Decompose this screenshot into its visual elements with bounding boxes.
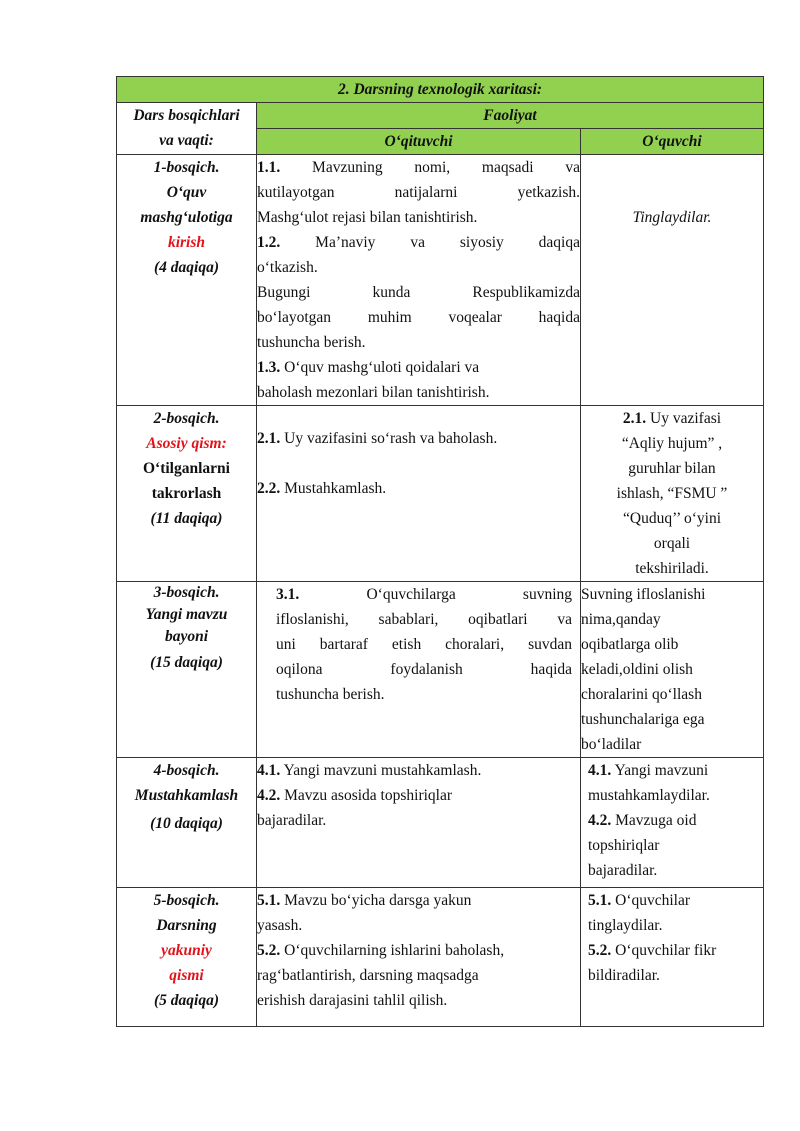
student-cell: 5.1. O‘quvchilar tinglaydilar. 5.2. O‘quvchilar fikr bildiradilar. xyxy=(581,888,764,1027)
student-cell: 2.1. Uy vazifasi “Aqliy hujum” , guruhlar bilan ishlash, “FSMU ” “Quduq’’ o‘yini orqali tekshiriladi. xyxy=(581,406,764,582)
student-cell: Suvning ifloslanishi nima,qanday oqibatlarga olib keladi,oldini olish choralarini qo‘llash tushunchalariga ega bo‘ladilar xyxy=(581,582,764,758)
table-row xyxy=(117,155,764,406)
technology-map-table xyxy=(116,76,764,1027)
stage-cell: 1-bosqich. O‘quv mashg‘ulotiga kirish (4 daqiqa) xyxy=(117,155,257,406)
header-stages: Dars bosqichlari va vaqti: xyxy=(117,103,257,155)
teacher-cell: 2.1. Uy vazifasini so‘rash va baholash. 2.2. Mustahkamlash. xyxy=(257,406,581,582)
header-teacher: O‘qituvchi xyxy=(257,129,581,155)
stage-cell: 5-bosqich. Darsning yakuniy qismi (5 daqiqa) xyxy=(117,888,257,1027)
student-cell: 4.1. Yangi mavzuni mustahkamlaydilar. 4.2. Mavzuga oid topshiriqlar bajaradilar. xyxy=(581,758,764,888)
student-cell: Tinglaydilar. xyxy=(581,155,764,406)
stage-cell: 4-bosqich. Mustahkamlash (10 daqiqa) xyxy=(117,758,257,888)
table-row xyxy=(117,758,764,888)
header-student: O‘quvchi xyxy=(581,129,764,155)
table-title: 2. Darsning texnologik xaritasi: xyxy=(117,77,764,103)
teacher-cell: 4.1. Yangi mavzuni mustahkamlash. 4.2. Mavzu asosida topshiriqlar bajaradilar. xyxy=(257,758,581,888)
stage-cell: 3-bosqich. Yangi mavzu bayoni (15 daqiqa) xyxy=(117,582,257,758)
teacher-cell: 1.1. Mavzuning nomi, maqsadi va kutilayotgan natijalarni yetkazish. Mashg‘ulot rejasi bilan tanishtirish. 1.2. Ma’naviy va siyosiy daqiqa o‘tkazish. Bugungi kunda Respublikamizda bo‘layotgan muhim voqealar haqida tushuncha berish. 1.3. O‘quv mashg‘uloti qoidalari va baholash mezonlari bilan tanishtirish. xyxy=(257,155,581,406)
teacher-cell: 3.1. O‘quvchilarga suvning ifloslanishi, sabablari, oqibatlari va uni bartaraf etish choralari, suvdan oqilona foydalanish haqida tushuncha berish. xyxy=(257,582,581,758)
header-activity: Faoliyat xyxy=(257,103,764,129)
table-row xyxy=(117,888,764,1027)
teacher-cell: 5.1. Mavzu bo‘yicha darsga yakun yasash. 5.2. O‘quvchilarning ishlarini baholash, rag‘batlantirish, darsning maqsadga erishish darajasini tahlil qilish. xyxy=(257,888,581,1027)
table-row xyxy=(117,582,764,758)
table-row xyxy=(117,406,764,582)
stage-cell: 2-bosqich. Asosiy qism: O‘tilganlarni takrorlash (11 daqiqa) xyxy=(117,406,257,582)
